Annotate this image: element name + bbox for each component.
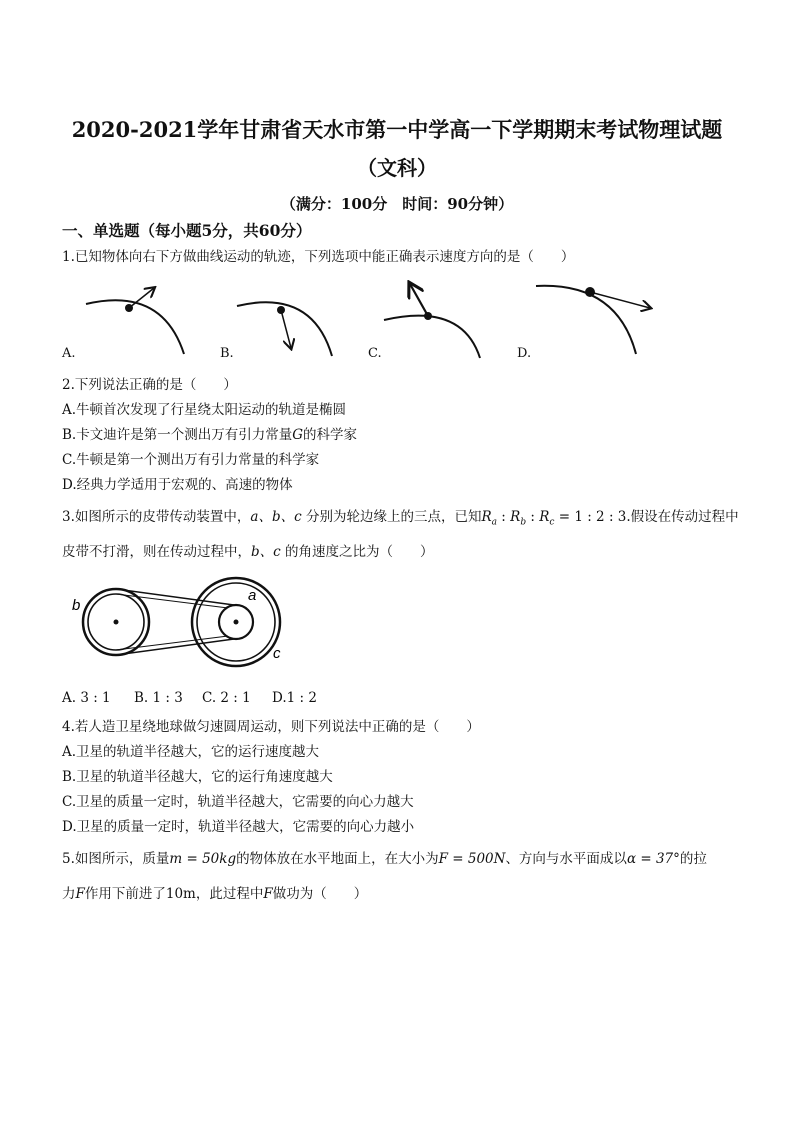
- q5-mass: m = 50kg: [169, 851, 237, 867]
- q5-text-d: 的拉: [679, 851, 707, 867]
- q3-ratio-r1: R: [481, 509, 492, 525]
- page-subtitle: （文科）: [357, 156, 437, 180]
- q1-figure-c: [384, 284, 480, 358]
- q3-line2-vars: b、c: [251, 544, 281, 560]
- q3-line2-b: 的角速度之比为（ ）: [280, 544, 434, 560]
- q1-figure-b: [237, 302, 332, 356]
- q3-sub-b: b: [520, 517, 527, 528]
- q3-ratio-r2: R: [510, 509, 521, 525]
- q3-text-c: .假设在传动过程中: [626, 509, 739, 525]
- q5-text-a: 5.如图所示，质量: [62, 851, 170, 867]
- q3-line2-a: 皮带不打滑，则在传动过程中，: [62, 544, 251, 560]
- score-time-info: （满分：100分 时间：90分钟）: [280, 195, 514, 213]
- q4-option-b: B.卫星的轨道半径越大，它的运行角速度越大: [62, 769, 333, 785]
- q5-force: F = 500N: [438, 851, 506, 867]
- q5-distance: 10m: [165, 886, 196, 902]
- q2-option-b-tail: 的科学家: [303, 427, 358, 443]
- question-5-line-2: [62, 882, 367, 902]
- q3-sub-c: c: [549, 517, 555, 528]
- question-4-stem: 4.若人造卫星绕地球做匀速圆周运动，则下列说法中正确的是（ ）: [62, 719, 480, 735]
- question-1-figures: [62, 276, 662, 366]
- section-heading: 一、单选题（每小题5分，共60分）: [62, 221, 312, 240]
- q4-option-a: A.卫星的轨道半径越大，它的运行速度越大: [62, 744, 320, 760]
- q2-option-a: A.牛顿首次发现了行星绕太阳运动的轨道是椭圆: [62, 402, 347, 418]
- q2-option-c: C.牛顿是第一个测出万有引力常量的科学家: [62, 452, 320, 468]
- q3-vars: a、b、c: [250, 509, 302, 525]
- q1-figure-d: [536, 286, 650, 354]
- q3-fig-label-b: b: [72, 597, 81, 614]
- q5-line2-a: 力: [62, 886, 76, 902]
- q2-option-b-text: B.卡文迪许是第一个测出万有引力常量: [62, 427, 293, 443]
- q3-text-a: 3.如图所示的皮带传动装置中，: [62, 509, 251, 525]
- q3-fig-label-c: c: [273, 645, 281, 662]
- question-3-line-1: 3.如图所示的皮带传动装置中，a、b、c 分别为轮边缘上的三点，已知$R_a$ : $R_b$ : $R_c = 1$ : 2 : 3.假设在传动过程中: [62, 509, 739, 528]
- q3-option-a: A. 3 : 1: [62, 690, 111, 706]
- q1-label-c: C.: [368, 346, 382, 361]
- q3-option-b: B. 1 : 3: [134, 690, 183, 706]
- question-1-stem: 1.已知物体向右下方做曲线运动的轨迹，下列选项中能正确表示速度方向的是（ ）: [62, 249, 575, 265]
- page-title: 2020-2021学年甘肃省天水市第一中学高一下学期期末考试物理试题: [71, 117, 723, 142]
- q1-label-b: B.: [220, 346, 234, 361]
- q5-text-c: 、方向与水平面成以: [505, 851, 627, 867]
- q3-option-c: C. 2 : 1: [202, 690, 251, 706]
- question-3-line-2: [62, 540, 434, 560]
- q5-F-var-1: F: [75, 886, 85, 902]
- q1-label-a: A.: [62, 346, 76, 361]
- q3-text-b: 分别为轮边缘上的三点，已知: [301, 509, 482, 525]
- q4-option-c: C.卫星的质量一定时，轨道半径越大，它需要的向心力越大: [62, 794, 414, 810]
- q3-ratio-r3: R: [539, 509, 550, 525]
- q5-line2-d: 做功为（ ）: [272, 886, 368, 902]
- question-3-belt-figure: [66, 572, 296, 672]
- question-2-stem: 2.下列说法正确的是（ ）: [62, 377, 237, 393]
- q5-text-b: 的物体放在水平地面上，在大小为: [236, 851, 439, 867]
- q2-option-d: D.经典力学适用于宏观的、高速的物体: [62, 477, 293, 493]
- q5-angle: α = 37°: [626, 851, 680, 867]
- q5-line2-c: ，此过程中: [195, 886, 264, 902]
- q1-label-d: D.: [517, 346, 532, 361]
- q4-option-d: D.卫星的质量一定时，轨道半径越大，它需要的向心力越小: [62, 819, 415, 835]
- q2-option-b-var: G: [292, 427, 304, 443]
- q3-fig-label-a: a: [248, 587, 257, 604]
- question-5-line-1: [62, 847, 707, 867]
- q5-F-var-2: F: [263, 886, 273, 902]
- q2-option-b: [62, 423, 357, 443]
- q3-sub-a: a: [491, 517, 497, 528]
- q5-line2-b: 作用下前进了: [84, 886, 166, 902]
- q3-option-d: D.1 : 2: [272, 690, 317, 706]
- q3-ratio-value: = 1 : 2 : 3: [558, 509, 627, 525]
- q1-figure-a: [86, 288, 184, 354]
